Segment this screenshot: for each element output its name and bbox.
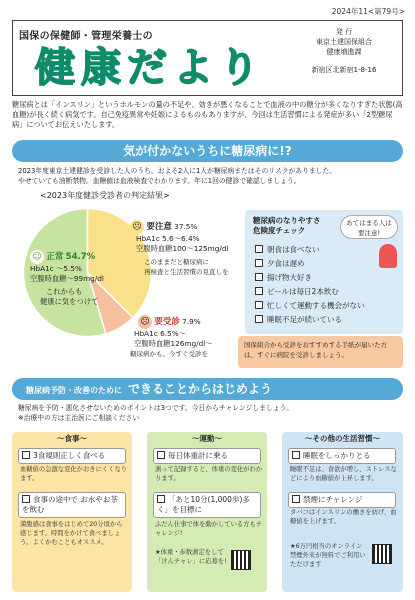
- intro-text: 糖尿病とは「インスリン」というホルモンの量の不足や、効きが悪くなることで血液の中の糖分が多くなりすぎた状態(高血糖)が長く続く病気です。自己免疫異常や妊娠によるものもありますが、今回は生活習慣による発症が多い「2型糖尿病」についてお伝えいたします。: [12, 100, 403, 129]
- tip-label: 3食規則正しく食べる: [33, 451, 106, 460]
- publisher-label: 発 行: [335, 28, 353, 36]
- checkbox-icon[interactable]: [255, 259, 263, 267]
- checkbox-icon: [292, 451, 300, 459]
- tip-desc: 血糖値の急激な変化がおきにくくなります。: [20, 466, 128, 482]
- referral-note: 国保組合から受診をおすすめする手紙が届いた方は、すぐに病院を受診しましょう。: [238, 336, 403, 368]
- bubble-line1: あてはまる人は: [346, 219, 392, 227]
- sad-face-icon: ☹: [138, 315, 152, 329]
- publisher-dept: 健康増進課: [326, 48, 362, 56]
- section2-title: [12, 378, 403, 400]
- tips-column-lifestyle: [282, 432, 403, 592]
- tip-desc: ふだん仕事で体を動かしている方もチャレンジ!: [155, 521, 263, 537]
- tips-column-food: [12, 432, 132, 592]
- slice-seekcare-value: 7.9%: [182, 317, 201, 326]
- checklist-item-label: 揚げ物大好き: [267, 273, 312, 282]
- checklist-title-line2: 危険度チェック: [253, 226, 306, 235]
- slice-caution-comment1: このままだと糖尿病に: [144, 258, 209, 266]
- checkbox-icon: [292, 495, 300, 503]
- checklist-item[interactable]: [255, 244, 375, 256]
- publisher-name: 東京土建国保組合: [316, 38, 372, 46]
- tip-desc: タバコはインスリンの働きを妨げ、血糖値を上げます。: [290, 509, 397, 525]
- megaphone-person-icon: [379, 244, 397, 268]
- tip-label: 禁煙にチャレンジ: [303, 495, 363, 504]
- checklist-item[interactable]: [255, 300, 375, 312]
- publisher-box: [292, 27, 396, 89]
- tip-desc: 睡眠不足は、食欲が増し、ストレスなどにより血糖値が上昇します。: [290, 466, 397, 482]
- slice-normal-test: HbA1c ～5.5%: [30, 264, 82, 273]
- risk-checklist: [245, 210, 403, 334]
- section2-prefix: 糖尿病予防・改善のために: [26, 386, 122, 395]
- slice-seekcare-name: 要受診: [154, 317, 180, 327]
- tip-card: [153, 492, 261, 518]
- chart-title: <2023年度健診受診者の判定結果>: [40, 191, 170, 200]
- slice-normal-name: 正常: [46, 252, 64, 262]
- tip-card: [18, 448, 126, 464]
- tip-label: 「あと10分(1,000歩)多く」を目標に: [157, 495, 250, 514]
- publisher-address: 新宿区北新宿1-8-16: [311, 66, 377, 74]
- tip-label: 毎日体重計に乗る: [168, 451, 228, 460]
- checklist-item-label: 忙しくて運動する機会がない: [267, 301, 365, 310]
- warning-bubble: [340, 215, 398, 239]
- checklist-title-line1: 糖尿病のなりやすさ: [253, 216, 321, 225]
- slice-seekcare-glucose: 空腹時血糖126mg/dl～: [134, 339, 213, 348]
- slice-caution-value: 37.5%: [174, 222, 198, 231]
- checkbox-icon: [22, 495, 30, 503]
- caution-label-block: [130, 220, 242, 277]
- tip-desc: 測って記録すると、体重の変化がわかります。: [155, 466, 263, 482]
- slice-seekcare-test: HbA1c 6.5%～: [134, 329, 186, 338]
- checklist-item-label: 朝食は食べない: [267, 245, 320, 254]
- qr-code-icon[interactable]: [231, 550, 251, 570]
- checklist-item[interactable]: [255, 272, 375, 284]
- checkbox-icon[interactable]: [255, 287, 263, 295]
- tip-desc: 満腹感は食事をはじめて20分頃から感じます。時間をかけて食べましょう。よくかむこともオススメ。: [20, 521, 123, 546]
- column-food-header: ～食事～: [57, 434, 87, 443]
- slice-normal-value: 54.7%: [65, 252, 96, 262]
- worried-face-icon: ☹: [130, 220, 144, 234]
- section2-body-line1: 糖尿病を予防・悪化させないためのポイントは3つです。今日からチャレンジしましょう。: [18, 404, 294, 412]
- slice-caution-comment2: 再検査と生活習慣の見直しを: [144, 268, 229, 276]
- section2-body-line2: ※治療中の方は主治医にご相談ください: [18, 413, 140, 422]
- column-lifestyle-header: ～その他の生活習慣～: [305, 434, 380, 443]
- checkbox-icon[interactable]: [255, 315, 263, 323]
- checkbox-icon[interactable]: [255, 301, 263, 309]
- checkbox-icon: [157, 495, 165, 503]
- tip-card: [288, 448, 396, 464]
- slice-caution-name: 要注意: [146, 222, 172, 232]
- seek-care-label-block: [130, 315, 242, 359]
- tip-label: 食事の途中で お水やお茶を飲む: [22, 495, 118, 514]
- section1-body: [18, 167, 398, 186]
- checklist-item[interactable]: [255, 314, 375, 326]
- checklist-item[interactable]: [255, 258, 375, 270]
- tip-label: 睡眠をしっかりとる: [303, 451, 371, 460]
- tip-card: [18, 492, 126, 518]
- checkbox-icon: [157, 451, 165, 459]
- checkbox-icon: [22, 451, 30, 459]
- newsletter-header: [12, 20, 403, 96]
- issue-number: 2024年11<第79号>: [331, 7, 405, 16]
- slice-caution-glucose: 空腹時血糖100～125mg/dl: [136, 244, 229, 253]
- slice-seekcare-comment1: 糖尿病かも。今すぐ受診を: [130, 350, 208, 358]
- header-subtitle: 国保の保健師・管理栄養士の: [19, 31, 153, 42]
- checklist-item[interactable]: [255, 286, 375, 298]
- newsletter-title: 健康だより: [35, 45, 265, 91]
- slice-normal-comment2: 健康に気をつけて: [40, 297, 99, 306]
- bubble-line2: 要注意!: [357, 229, 381, 237]
- slice-normal-glucose: 空腹時血糖～99mg/dl: [30, 274, 104, 283]
- tip-card: [288, 492, 396, 508]
- column-exercise-header: ～運動～: [192, 434, 222, 443]
- tip-card: [153, 448, 261, 464]
- campaign-note: ★体重・歩数測定をして「けんチャレ」に応募を!: [155, 549, 227, 565]
- smoking-clinic-note: ★6万円相当のオンライン禁煙外来が無料でご利用いただけます: [290, 543, 366, 568]
- slice-caution-test: HbA1c 5.6～6.4%: [136, 234, 200, 243]
- section1-body-line1: 2023年度東京土建健診を受診した人のうち、およそ2人に1人が糖尿病またはそのリスクがありました。: [18, 167, 337, 175]
- checklist-item-label: 夕食は遅め: [267, 259, 305, 268]
- normal-label-block: [30, 250, 115, 307]
- section1-title: 気が付かないうちに糖尿病に!?: [12, 140, 403, 162]
- checkbox-icon[interactable]: [255, 245, 263, 253]
- checklist-title: [253, 216, 321, 236]
- slice-normal-comment1: これからも: [46, 287, 83, 296]
- checklist-item-label: ビールは毎日2本飲む: [267, 287, 339, 296]
- tips-column-exercise: [147, 432, 267, 592]
- smile-face-icon: ☺: [30, 250, 44, 264]
- qr-code-icon[interactable]: [372, 544, 392, 564]
- section1-body-line2: やせていても油断禁物。血糖値は血液検査でわかります。年に1回の健診で確認しましょう。: [18, 176, 301, 185]
- checkbox-icon[interactable]: [255, 273, 263, 281]
- section2-body: [18, 404, 293, 423]
- section2-heading: できることからはじめよう: [128, 382, 273, 396]
- checklist-item-label: 睡眠不足が続いている: [267, 315, 342, 324]
